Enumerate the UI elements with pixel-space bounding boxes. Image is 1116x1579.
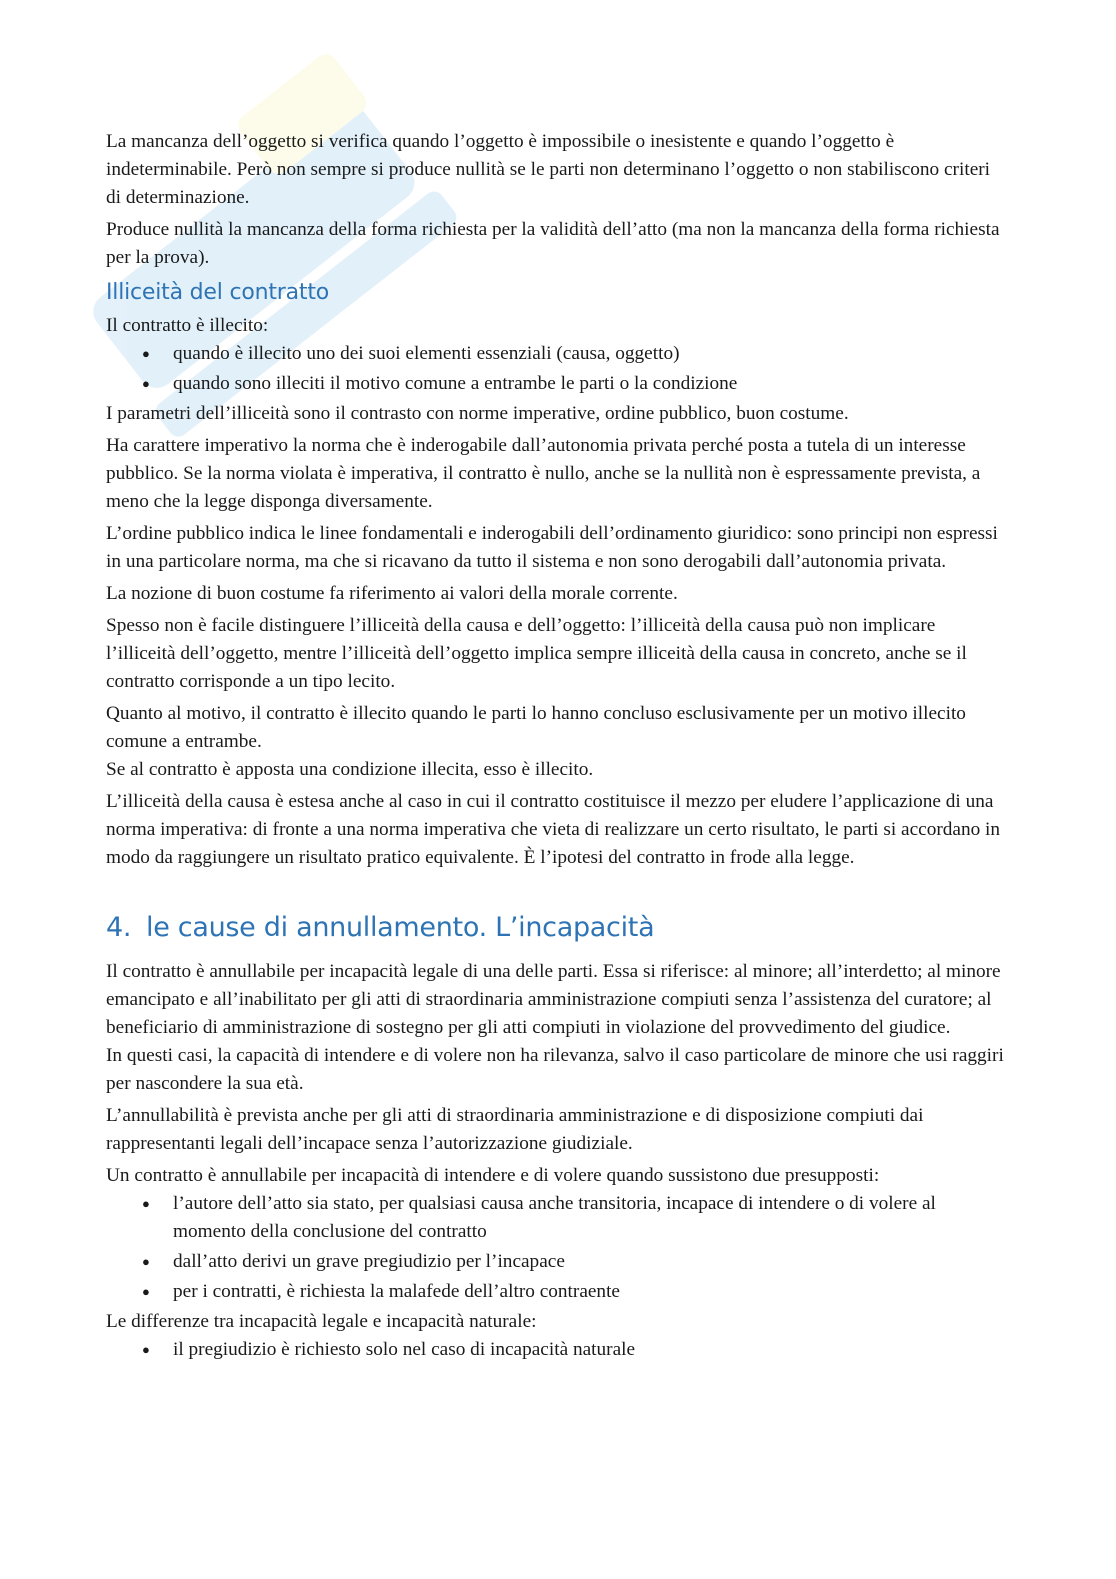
list-item	[106, 1278, 1006, 1306]
paragraph: Spesso non è facile distinguere l’illiceità della causa e dell’oggetto: l’illiceità della causa può non implicare l’illiceità dell’oggetto, mentre l’illiceità dell’oggetto implica sempre illiceità della causa in concreto, anche se il contratto corrisponde a un tipo lecito.	[106, 615, 967, 692]
paragraph: In questi casi, la capacità di intendere e di volere non ha rilevanza, salvo il caso particolare de minore che usi raggiri per nascondere la sua età.	[106, 1045, 1004, 1094]
bullet-icon: ●	[142, 1196, 150, 1211]
paragraph: Se al contratto è apposta una condizione illecita, esso è illecito.	[106, 759, 594, 780]
list-item-text: dall’atto derivi un grave pregiudizio per l’incapace	[173, 1251, 565, 1272]
document-page	[106, 128, 1006, 1366]
bullet-list-illecito	[106, 340, 1006, 398]
list-item-text: l’autore dell’atto sia stato, per qualsiasi causa anche transitoria, incapace di intendere o di volere al momento della conclusione del contratto	[173, 1193, 936, 1242]
paragraph: Un contratto è annullabile per incapacità di intendere e di volere quando sussistono due presupposti:	[106, 1165, 880, 1186]
list-item	[106, 370, 1006, 398]
bullet-list-presupposti	[106, 1190, 1006, 1306]
paragraph: Quanto al motivo, il contratto è illecito quando le parti lo hanno concluso esclusivamente per un motivo illecito comune a entrambe.	[106, 703, 966, 752]
bullet-list-differenze	[106, 1336, 1006, 1364]
chapter-heading	[106, 908, 1006, 948]
paragraph: Le differenze tra incapacità legale e incapacità naturale:	[106, 1311, 537, 1332]
list-item-text: il pregiudizio è richiesto solo nel caso di incapacità naturale	[173, 1339, 636, 1360]
paragraph: L’annullabilità è prevista anche per gli atti di straordinaria amministrazione e di disposizione compiuti dai rappresentanti legali dell’incapace senza l’autorizzazione giudiziale.	[106, 1105, 924, 1154]
paragraph: La mancanza dell’oggetto si verifica quando l’oggetto è impossibile o inesistente e quando l’oggetto è indeterminabile. Però non sempre si produce nullità se le parti non determinano l’oggetto o non stabiliscono criteri di determinazione.	[106, 131, 991, 208]
list-item	[106, 1248, 1006, 1276]
bullet-icon: ●	[142, 346, 150, 361]
list-item-text: per i contratti, è richiesta la malafede dell’altro contraente	[173, 1281, 620, 1302]
bullet-icon: ●	[142, 1254, 150, 1269]
bullet-icon: ●	[142, 376, 150, 391]
list-item-text: quando sono illeciti il motivo comune a entrambe le parti o la condizione	[173, 373, 738, 394]
list-item	[106, 1190, 1006, 1246]
paragraph: Produce nullità la mancanza della forma richiesta per la validità dell’atto (ma non la mancanza della forma richiesta per la prova).	[106, 219, 1000, 268]
paragraph: La nozione di buon costume fa riferimento ai valori della morale corrente.	[106, 583, 678, 604]
bullet-icon: ●	[142, 1342, 150, 1357]
section-heading-illiceita: Illiceità del contratto	[106, 280, 330, 305]
paragraph: L’ordine pubblico indica le linee fondamentali e inderogabili dell’ordinamento giuridico: sono principi non espressi in una particolare norma, ma che si ricavano da tutto il sistema e non sono derogabili dall’autonomia privata.	[106, 523, 998, 572]
bullet-icon: ●	[142, 1284, 150, 1299]
list-item-text: quando è illecito uno dei suoi elementi essenziali (causa, oggetto)	[173, 343, 680, 364]
paragraph: Il contratto è annullabile per incapacità legale di una delle parti. Essa si riferisce: al minore; all’interdetto; al minore emancipato e all’inabilitato per gli atti di straordinaria amministrazione compiuti senza l’assistenza del curatore; al beneficiario di amministrazione di sostegno per gli atti compiuti in violazione del provvedimento del giudice.	[106, 961, 1001, 1038]
list-item	[106, 340, 1006, 368]
paragraph: Il contratto è illecito:	[106, 315, 269, 336]
list-item	[106, 1336, 1006, 1364]
chapter-number: 4.	[106, 912, 132, 943]
paragraph: I parametri dell’illiceità sono il contrasto con norme imperative, ordine pubblico, buon costume.	[106, 403, 849, 424]
paragraph: L’illiceità della causa è estesa anche al caso in cui il contratto costituisce il mezzo per eludere l’applicazione di una norma imperativa: di fronte a una norma imperativa che vieta di realizzare un certo risultato, le parti si accordano in modo da raggiungere un risultato pratico equivalente. È l’ipotesi del contratto in frode alla legge.	[106, 791, 1001, 868]
paragraph: Ha carattere imperativo la norma che è inderogabile dall’autonomia privata perché posta a tutela di un interesse pubblico. Se la norma violata è imperativa, il contratto è nullo, anche se la nullità non è espressamente prevista, a meno che la legge disponga diversamente.	[106, 435, 981, 512]
chapter-title: le cause di annullamento. L’incapacità	[146, 912, 655, 943]
